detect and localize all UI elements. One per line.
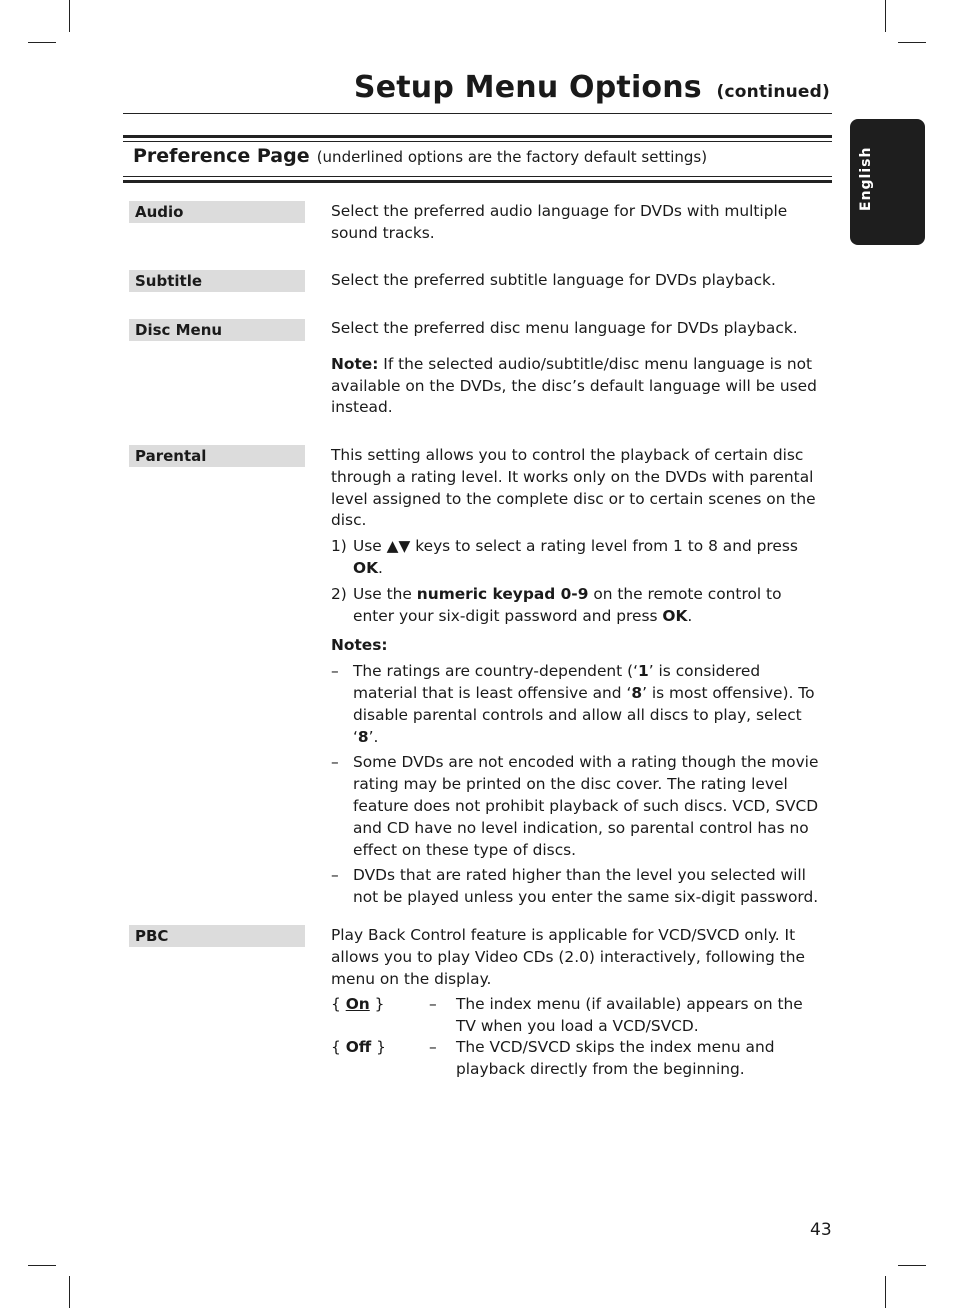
audio-description: Select the preferred audio language for DVDs with multiple sound tracks.: [331, 202, 788, 242]
step-text: .: [378, 558, 383, 577]
crop-mark: [898, 1265, 926, 1266]
disc-menu-description: Select the preferred disc menu language for DVDs playback.: [331, 319, 798, 337]
page-number: 43: [810, 1220, 832, 1240]
title-rule: [123, 113, 832, 114]
dash-marker: –: [331, 662, 339, 681]
page-title: [354, 70, 830, 105]
step-text: .: [687, 606, 693, 625]
dash-marker: –: [429, 995, 437, 1014]
dash-marker: –: [429, 1038, 437, 1057]
crop-mark: [885, 0, 886, 32]
setting-desc-parental: [331, 445, 821, 909]
ok-key: OK: [662, 606, 688, 625]
rating-value: 1: [638, 662, 649, 681]
section-title: Preference Page: [133, 145, 310, 167]
note-text: ’.: [368, 727, 379, 746]
option-key: { On }: [331, 995, 385, 1014]
crop-mark: [69, 1276, 70, 1308]
pbc-option-off: [331, 1037, 821, 1080]
parental-step-1: [331, 536, 821, 580]
setting-desc-subtitle: [331, 270, 821, 292]
section-rule-top: [123, 135, 832, 142]
page-title-continued: (continued): [716, 82, 830, 102]
note-text: DVDs that are rated higher than the level you selected will not be played unless you enter the same six-digit password.: [353, 866, 819, 907]
subtitle-description: Select the preferred subtitle language for DVDs playback.: [331, 271, 776, 289]
language-tab: [850, 119, 925, 245]
option-key: { Off }: [331, 1038, 386, 1057]
step-text: Use the: [353, 584, 417, 603]
note-text: The ratings are country-dependent (‘: [353, 662, 638, 681]
dash-marker: –: [331, 866, 339, 885]
step-number: 1): [331, 537, 347, 556]
note-text: Some DVDs are not encoded with a rating though the movie rating may be printed on the disc cover. The rating level feature does not prohibit playback of such discs. VCD, SVCD and CD have no level indication, so parental control has no effect on these type of discs.: [353, 753, 819, 859]
notes-label: Notes:: [331, 636, 388, 655]
option-value-default: On: [345, 995, 370, 1014]
section-heading: [133, 145, 707, 167]
pbc-description: Play Back Control feature is applicable for VCD/SVCD only. It allows you to play Video CDs (2.0) interactively, following the menu on the display.: [331, 926, 805, 988]
setting-label-audio: Audio: [129, 201, 305, 223]
setting-label-disc-menu: Disc Menu: [129, 319, 305, 341]
parental-description: This setting allows you to control the playback of certain disc through a rating level. It works only on the DVDs with parental level assigned to the complete disc or to certain scenes on the disc.: [331, 446, 816, 530]
option-value: Off: [345, 1038, 372, 1057]
rating-value: 8: [357, 727, 369, 746]
step-number: 2): [331, 584, 347, 603]
up-down-arrow-icon: ▲▼: [386, 537, 411, 556]
setting-label-parental: Parental: [129, 445, 305, 467]
note-text: ’ is considered material that is least offensive and ‘: [353, 662, 761, 702]
setting-desc-pbc: [331, 925, 821, 1080]
page-title-main: Setup Menu Options: [353, 70, 702, 105]
note-text: If the selected audio/subtitle/disc menu language is not available on the DVDs, the disc’s default language will be used instead.: [331, 354, 817, 417]
section-rule-bottom: [123, 176, 832, 183]
dash-marker: –: [331, 753, 339, 772]
step-text: keys to select a rating level from 1 to 8 and press: [410, 537, 798, 556]
parental-step-2: [331, 584, 821, 628]
language-tab-label: English: [858, 146, 874, 211]
ok-key: OK: [353, 558, 379, 577]
crop-mark: [28, 42, 56, 43]
crop-mark: [69, 0, 70, 32]
crop-mark: [28, 1265, 56, 1266]
step-text: on the remote control to enter your six-digit password and press: [353, 584, 782, 625]
section-note: (underlined options are the factory default settings): [316, 148, 708, 166]
setting-label-pbc: PBC: [129, 925, 305, 947]
setting-label-subtitle: Subtitle: [129, 270, 305, 292]
note-text: ’ is most offensive). To disable parental controls and allow all discs to play, select ‘: [353, 683, 815, 746]
rating-value: 8: [631, 683, 643, 702]
parental-note-1: [331, 661, 821, 748]
note-label: Note:: [331, 354, 379, 373]
disc-menu-note: [331, 354, 821, 419]
setting-desc-audio: [331, 201, 821, 245]
crop-mark: [885, 1276, 886, 1308]
step-text: Use: [353, 537, 387, 556]
setting-desc-disc-menu: [331, 318, 821, 419]
parental-note-2: [331, 752, 821, 861]
option-description: The index menu (if available) appears on the TV when you load a VCD/SVCD.: [456, 995, 803, 1036]
crop-mark: [898, 42, 926, 43]
parental-note-3: [331, 865, 821, 909]
pbc-option-on: [331, 994, 821, 1037]
keypad-label: numeric keypad 0-9: [416, 584, 589, 603]
option-description: The VCD/SVCD skips the index menu and playback directly from the beginning.: [456, 1038, 775, 1079]
